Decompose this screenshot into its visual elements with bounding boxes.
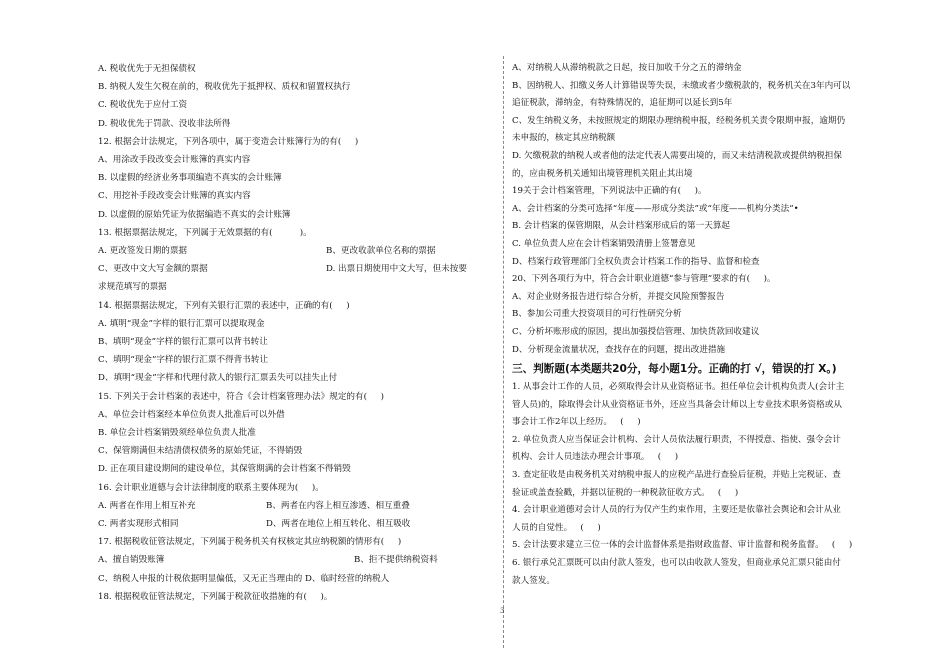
option-d: D、两者在地位上相互转化、相互吸收 bbox=[266, 519, 411, 530]
option-line: D. 税收优先于罚款、没收非法所得 bbox=[98, 118, 231, 129]
option-a: A、擅自销毁账簿 bbox=[98, 555, 165, 566]
option-d: D. 出票日期使用中文大写，但未按要 bbox=[326, 264, 467, 275]
section-heading: 三、判断题(本类题共20分，每小题1分。正确的打 √，错误的打 X。) bbox=[512, 363, 837, 376]
option-c: C. 两者实现形式相同 bbox=[98, 519, 179, 530]
option-row bbox=[98, 551, 494, 569]
option-line: C、填明“现金”字样的银行汇票不得背书转让 bbox=[98, 355, 269, 366]
option-line: C、分析坏账形成的原因，提出加强授信管理、加快货款回收建议 bbox=[512, 326, 760, 337]
option-line: A. 税收优先于无担保债权 bbox=[98, 64, 196, 74]
question-17: 17. 根据税收征管法规定，下列属于税务机关有权核定其应纳税额的情形有( ) bbox=[98, 537, 402, 548]
option-b: B、两者在内容上相互渗透、相互重叠 bbox=[266, 500, 410, 511]
judgement-line: 5. 会计法要求建立三位一体的会计监督体系是指财政监督、审计监督和税务监督。 ( ) bbox=[512, 540, 853, 551]
question-16: 16. 会计职业道德与会计法律制度的联系主要体现为( )。 bbox=[98, 482, 324, 493]
question-19: 19关于会计档案管理，下列说法中正确的有( )。 bbox=[512, 186, 707, 197]
option-line: A、对企业财务报告进行综合分析，并提交风险预警报告 bbox=[512, 291, 725, 302]
option-line: 追征税款，滞纳金，有特殊情况的，追征期可以延长到5年 bbox=[512, 98, 733, 109]
judgement-line: 6. 银行承兑汇票既可以由付款人签发，也可以由收款人签发，但商业承兑汇票只能由付 bbox=[512, 558, 841, 569]
option-row bbox=[98, 515, 494, 533]
option-line: D、档案行政管理部门全权负责会计档案工作的指导、监督和检查 bbox=[512, 256, 760, 267]
page-number: 3 bbox=[500, 607, 505, 615]
option-line: B. 单位会计档案销毁须经单位负责人批准 bbox=[98, 428, 256, 439]
option-line: C、纳税人申报的计税依据明显偏低，又无正当理由的 D、临时经营的纳税人 bbox=[98, 573, 390, 584]
option-row bbox=[98, 260, 494, 278]
option-line: B. 纳税人发生欠税在前的，税收优先于抵押权、质权和留置权执行 bbox=[98, 82, 351, 93]
question-20: 20、下列各项行为中，符合会计职业道德“参与管理”要求的有( )。 bbox=[512, 274, 776, 285]
option-b: B、拒不提供纳税资料 bbox=[354, 555, 438, 566]
judgement-line: 款人签发。 bbox=[512, 575, 555, 586]
right-column bbox=[512, 60, 912, 590]
option-line: D、填明“现金”字样和代理付款人的银行汇票丢失可以挂失止付 bbox=[98, 373, 338, 384]
question-13: 13. 根据票据法规定，下列属于无效票据的有( )。 bbox=[98, 227, 312, 238]
column-divider bbox=[503, 56, 504, 648]
judgement-line: 3. 查定征收是由税务机关对纳税申报人的应税产品进行查验后征税，并贴上完税证、查 bbox=[512, 470, 841, 481]
option-c: C、更改中文大写金额的票据 bbox=[98, 264, 208, 275]
judgement-line: 事会计工作2年以上经历。 ( ) bbox=[512, 417, 641, 428]
option-line: C、保管期满但未结清债权债务的原始凭证，不得销毁 bbox=[98, 446, 303, 457]
option-line: C、用挖补手段改变会计账簿的真实内容 bbox=[98, 191, 251, 202]
option-line: 的，应由税务机关通知出境管理机关阻止其出境 bbox=[512, 168, 693, 179]
question-14: 14. 根据票据法规定，下列有关银行汇票的表述中，正确的有( ) bbox=[98, 300, 350, 311]
judgement-line: 机构、会计人员违法办理会计事项。 ( ) bbox=[512, 452, 679, 463]
option-b: B、更改收款单位名称的票据 bbox=[326, 246, 436, 257]
option-line: D. 欠缴税款的纳税人或者他的法定代表人需要出境的，而又未结清税款或提供纳税担保 bbox=[512, 150, 843, 161]
option-line: C、发生纳税义务，未按照规定的期限办理纳税申报，经税务机关责令限期申报，逾期仍 bbox=[512, 115, 846, 126]
judgement-line: 管人员)的，除取得会计从业资格证书外，还应当具备会计师以上专业技术职务资格或从 bbox=[512, 399, 842, 410]
option-line: D. 正在项目建设期间的建设单位，其保管期满的会计档案不得销毁 bbox=[98, 464, 351, 475]
question-18: 18. 根据税收征管法规定，下列属于税款征收措施的有( )。 bbox=[98, 591, 333, 602]
option-line: B、参加公司重大投资项目的可行性研究分析 bbox=[512, 309, 682, 320]
judgement-line: 1. 从事会计工作的人员，必须取得会计从业资格证书。担任单位会计机构负责人(会计主 bbox=[512, 382, 845, 393]
option-line: C. 税收优先于应付工资 bbox=[98, 100, 188, 111]
judgement-line: 验证或盖查验戳，并据以征税的一种税款征收方式。 ( ) bbox=[512, 487, 739, 498]
option-a: A. 两者在作用上相互补充 bbox=[98, 500, 196, 511]
option-line: 未申报的，核定其应纳税额 bbox=[512, 133, 616, 144]
option-line: A、单位会计档案经本单位负责人批准后可以外借 bbox=[98, 409, 285, 420]
option-line: C. 单位负责人应在会计档案销毁清册上签署意见 bbox=[512, 238, 696, 249]
option-line: A、用涂改手段改变会计账簿的真实内容 bbox=[98, 155, 251, 166]
option-line: B、填明“现金”字样的银行汇票可以背书转让 bbox=[98, 337, 268, 348]
option-row bbox=[98, 497, 494, 515]
option-a: A. 更改签发日期的票据 bbox=[98, 246, 188, 257]
option-line: D. 以虚假的原始凭证为依据编造不真实的会计账簿 bbox=[98, 209, 291, 220]
option-line: D、分析现金流量状况，查找存在的问题，提出改进措施 bbox=[512, 344, 726, 355]
option-line: A、对纳税人从滞纳税款之日起，按日加收千分之五的滞纳金 bbox=[512, 63, 742, 73]
judgement-line: 2. 单位负责人应当保证会计机构、会计人员依法履行职责，不得授意、指使、强令会计 bbox=[512, 434, 841, 445]
judgement-line: 人员的自觉性。 ( ) bbox=[512, 522, 601, 533]
question-12: 12. 根据会计法规定，下列各项中，属于变造会计账簿行为的有( ) bbox=[98, 136, 359, 147]
option-line: B. 会计档案的保管期限，从会计档案形成后的第一天算起 bbox=[512, 221, 731, 232]
left-column bbox=[98, 60, 494, 606]
option-line: B、因纳税人、扣缴义务人计算错误等失误，未缴或者少缴税款的，税务机关在3年内可以 bbox=[512, 80, 851, 91]
judgement-line: 4. 会计职业道德对会计人员的行为仅产生约束作用，主要还是依靠社会舆论和会计从业 bbox=[512, 505, 841, 516]
option-line: A、会计档案的分类可选择“年度——形成分类法”或“年度——机构分类法”• bbox=[512, 203, 799, 214]
option-line: 求规范填写的票据 bbox=[98, 282, 167, 293]
option-line: A. 填明“现金”字样的银行汇票可以提取现金 bbox=[98, 318, 265, 329]
option-line: B. 以虚假的经济业务事项编造不真实的会计账簿 bbox=[98, 173, 282, 184]
option-row bbox=[98, 242, 494, 260]
question-15: 15. 下列关于会计档案的表述中，符合《会计档案管理办法》规定的有( ) bbox=[98, 391, 384, 402]
